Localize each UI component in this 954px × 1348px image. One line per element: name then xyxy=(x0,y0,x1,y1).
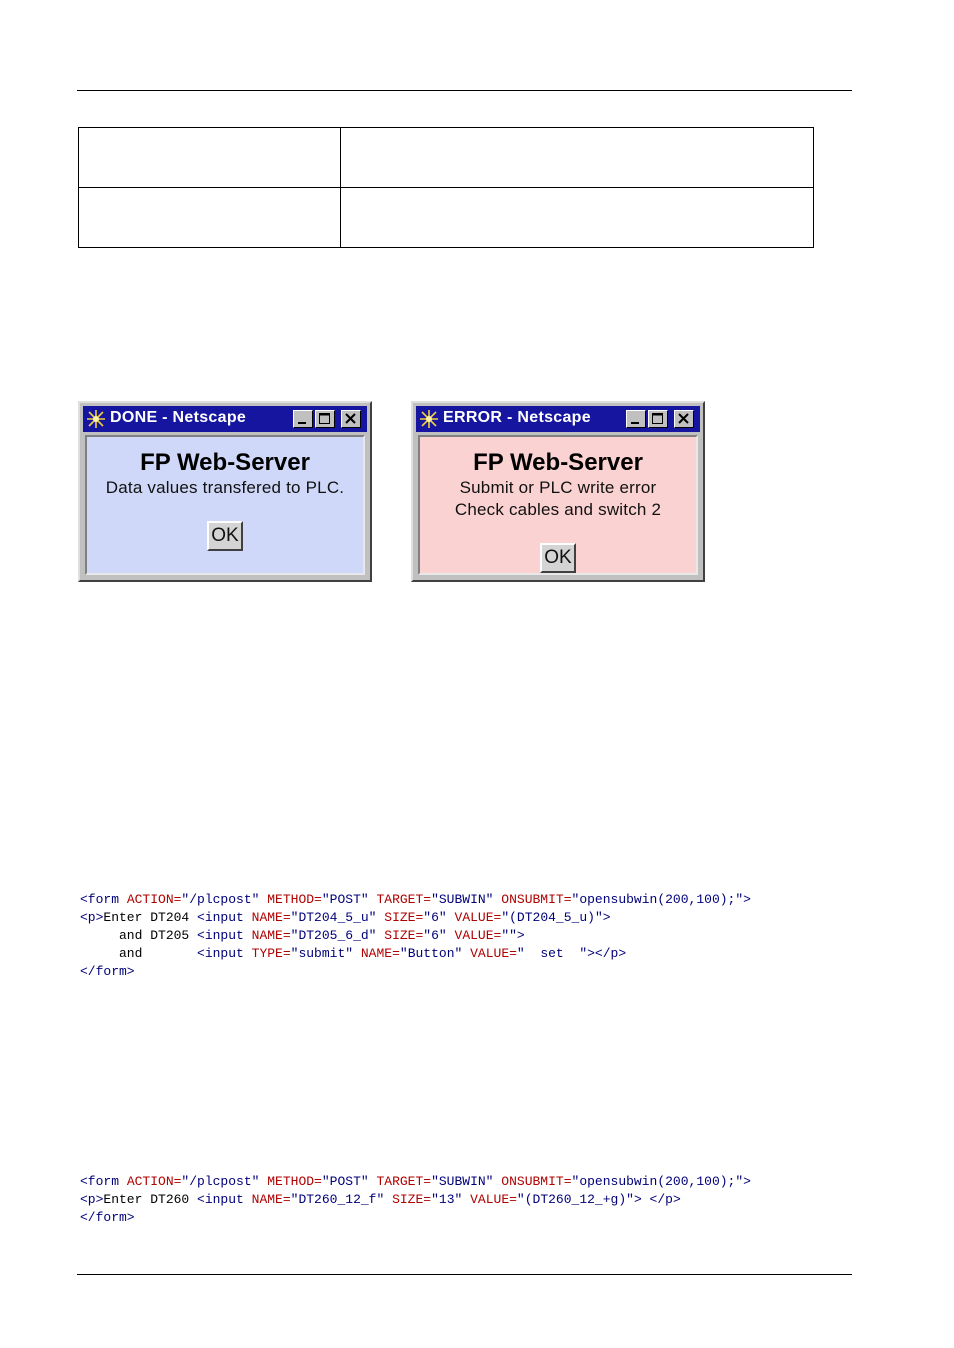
code-line xyxy=(80,891,751,909)
code-token: SIZE= xyxy=(384,928,424,943)
code-block-form-2 xyxy=(80,1173,751,1227)
code-token: "opensubwin(200,100);"> xyxy=(571,1174,751,1189)
done-message: Data values transfered to PLC. xyxy=(105,478,345,497)
code-line xyxy=(80,1209,751,1227)
header-rule xyxy=(77,90,852,91)
close-icon xyxy=(342,411,360,427)
code-token: <p> xyxy=(80,910,104,925)
code-token: TYPE= xyxy=(251,946,291,961)
done-window-heading: FP Web-Server xyxy=(140,449,310,476)
done-ok-button[interactable]: OK xyxy=(207,521,243,551)
code-token: "POST" xyxy=(321,1174,377,1189)
code-token: "6" xyxy=(423,928,455,943)
error-window xyxy=(411,401,705,582)
code-token: METHOD= xyxy=(267,892,322,907)
code-token: "submit" xyxy=(290,946,361,961)
code-token: " set "></p> xyxy=(516,946,627,961)
maximize-button[interactable] xyxy=(648,410,668,428)
error-ok-button[interactable]: OK xyxy=(540,543,576,573)
code-token: ONSUBMIT= xyxy=(501,1174,572,1189)
code-token: "6" xyxy=(423,910,455,925)
code-token: NAME= xyxy=(251,928,291,943)
done-window-title: DONE - Netscape xyxy=(110,409,247,426)
code-line xyxy=(80,1173,751,1191)
code-token: VALUE= xyxy=(470,946,517,961)
close-button[interactable] xyxy=(341,410,361,428)
code-token: <form xyxy=(80,1174,127,1189)
maximize-icon xyxy=(649,411,667,427)
table-cell xyxy=(79,128,341,188)
code-token: "13" xyxy=(431,1192,471,1207)
error-message-line-1: Submit or PLC write error xyxy=(459,478,657,497)
code-token: </form> xyxy=(80,964,135,979)
code-token: and xyxy=(80,946,198,961)
code-token: "DT204_5_u" xyxy=(290,910,385,925)
code-token: <form xyxy=(80,892,127,907)
close-button[interactable] xyxy=(674,410,694,428)
error-message-line-2: Check cables and switch 2 xyxy=(454,500,662,519)
code-token: "SUBWIN" xyxy=(431,892,502,907)
code-token: NAME= xyxy=(251,910,291,925)
code-token: "DT205_6_d" xyxy=(290,928,385,943)
code-token: ACTION= xyxy=(126,1174,182,1189)
code-line xyxy=(80,945,751,963)
code-line xyxy=(80,927,751,945)
error-window-content xyxy=(418,435,698,575)
code-token: "opensubwin(200,100);"> xyxy=(571,892,751,907)
code-line xyxy=(80,963,751,981)
code-token: NAME= xyxy=(251,1192,291,1207)
code-token: TARGET= xyxy=(376,892,432,907)
code-token: ""> xyxy=(501,928,525,943)
minimize-button[interactable] xyxy=(293,410,313,428)
code-token: VALUE= xyxy=(454,910,502,925)
code-token: <input xyxy=(197,928,252,943)
code-token: "SUBWIN" xyxy=(431,1174,502,1189)
code-token: TARGET= xyxy=(376,1174,432,1189)
code-token: <input xyxy=(197,1192,252,1207)
code-token: METHOD= xyxy=(267,1174,322,1189)
code-token: Enter DT204 xyxy=(103,910,198,925)
error-window-titlebar[interactable] xyxy=(416,406,700,432)
table-row xyxy=(79,128,814,188)
footer-rule xyxy=(77,1274,852,1275)
minimize-icon xyxy=(294,411,312,427)
code-token: Enter DT260 xyxy=(103,1192,198,1207)
code-line xyxy=(80,1191,751,1209)
table-row xyxy=(79,188,814,248)
code-token: "/plcpost" xyxy=(181,892,268,907)
netscape-icon xyxy=(419,409,439,429)
code-token: "Button" xyxy=(399,946,471,961)
table-cell xyxy=(79,188,341,248)
code-token: ACTION= xyxy=(126,892,182,907)
code-token: "POST" xyxy=(321,892,377,907)
code-token: SIZE= xyxy=(384,910,424,925)
code-token: <p> xyxy=(80,1192,104,1207)
code-token: "/plcpost" xyxy=(181,1174,268,1189)
maximize-icon xyxy=(316,411,334,427)
code-block-form-1 xyxy=(80,891,751,981)
code-token: "DT260_12_f" xyxy=(290,1192,393,1207)
code-token: VALUE= xyxy=(454,928,502,943)
done-window-titlebar[interactable] xyxy=(83,406,367,432)
code-token: "(DT204_5_u)"> xyxy=(501,910,611,925)
close-icon xyxy=(675,411,693,427)
code-token: and DT205 xyxy=(80,928,198,943)
code-token: <input xyxy=(197,946,252,961)
empty-table xyxy=(78,127,814,248)
code-token: NAME= xyxy=(360,946,400,961)
minimize-button[interactable] xyxy=(626,410,646,428)
error-window-heading: FP Web-Server xyxy=(473,449,643,476)
error-window-title: ERROR - Netscape xyxy=(443,409,591,426)
code-token: VALUE= xyxy=(470,1192,517,1207)
table-cell xyxy=(341,128,814,188)
code-token: "(DT260_12_+g)"> </p> xyxy=(516,1192,681,1207)
code-token: ONSUBMIT= xyxy=(501,892,572,907)
netscape-icon xyxy=(86,409,106,429)
code-token: </form> xyxy=(80,1210,135,1225)
done-window xyxy=(78,401,372,582)
code-line xyxy=(80,909,751,927)
code-token: <input xyxy=(197,910,252,925)
table-cell xyxy=(341,188,814,248)
minimize-icon xyxy=(627,411,645,427)
maximize-button[interactable] xyxy=(315,410,335,428)
done-window-content xyxy=(85,435,365,575)
code-token: SIZE= xyxy=(392,1192,432,1207)
